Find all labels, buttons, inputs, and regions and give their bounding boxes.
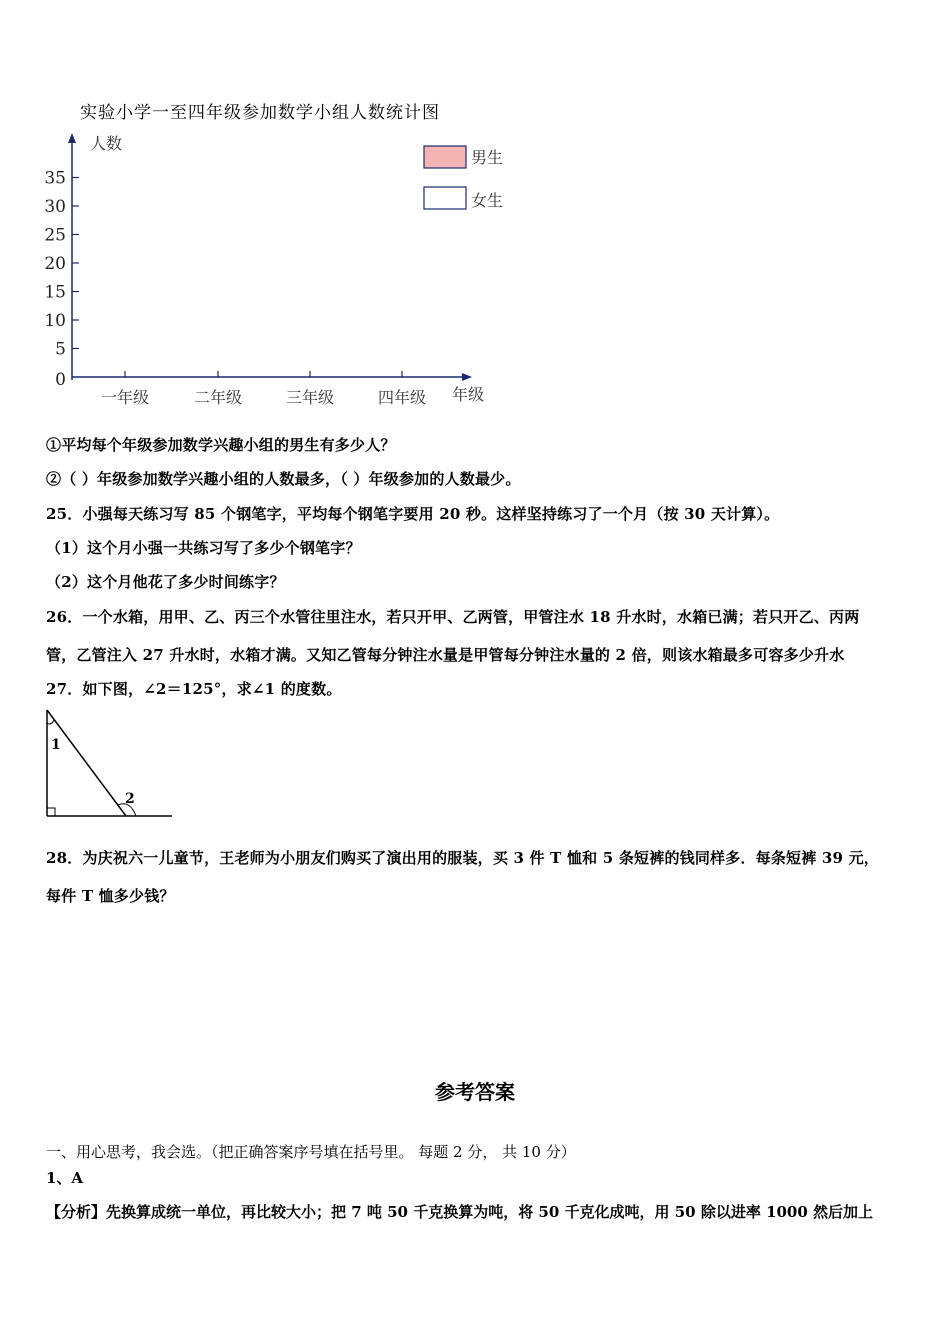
question-24-1: ①平均每个年级参加数学兴趣小组的男生有多少人？ — [46, 436, 396, 454]
angle-1-arc — [47, 720, 54, 724]
y-axis-arrow — [68, 133, 76, 143]
triangle-figure — [40, 705, 180, 825]
y-tick-label: 35 — [44, 168, 66, 189]
question-26-line2: 管，乙管注入 27 升水时，水箱才满。又知乙管每分钟注水量是甲管每分钟注水量的 2 倍，则该水箱最多可容多少升水 — [46, 646, 845, 664]
y-tick-label: 10 — [44, 311, 66, 331]
x-category-label: 四年级 — [377, 388, 427, 407]
x-category-label: 三年级 — [285, 388, 335, 407]
answer-section-1-heading: 一、用心思考，我会选。（把正确答案序号填在括号里。 每题 2 分， 共 10 分） — [46, 1143, 576, 1161]
x-category-label: 一年级 — [100, 388, 150, 407]
question-27: 27．如下图，∠2＝125°，求∠1 的度数。 — [46, 680, 342, 698]
y-tick-label: 0 — [55, 370, 66, 390]
legend-swatch-girls — [424, 187, 466, 209]
answer-analysis: 【分析】先换算成统一单位，再比较大小；把 7 吨 50 千克换算为吨，将 50 千克化成吨，用 50 除以进率 1000 然后加上 — [46, 1203, 874, 1221]
triangle-hypotenuse — [47, 710, 126, 816]
y-tick-label: 15 — [44, 282, 66, 303]
question-28-line2: 每件 T 恤多少钱？ — [46, 887, 175, 905]
x-axis-label: 年级 — [452, 385, 485, 404]
right-angle-mark — [47, 808, 55, 816]
angle-1-label: 1 — [51, 737, 61, 753]
y-tick-label: 30 — [44, 197, 66, 217]
answer-section-title: 参考答案 — [435, 1080, 515, 1104]
y-tick-label: 20 — [44, 254, 66, 274]
angle-2-label: 2 — [125, 791, 135, 807]
legend-label-boys: 男生 — [471, 148, 504, 167]
legend-label-girls: 女生 — [471, 191, 504, 210]
legend-swatch-boys — [424, 146, 466, 168]
x-category-label: 二年级 — [193, 388, 243, 407]
question-24-2: ②（ ）年级参加数学兴趣小组的人数最多，（ ）年级参加的人数最少。 — [46, 470, 521, 488]
y-tick-label: 25 — [44, 225, 66, 246]
chart-title: 实验小学一至四年级参加数学小组人数统计图 — [80, 103, 440, 123]
question-28-line1: 28．为庆祝六一儿童节，王老师为小朋友们购买了演出用的服装，买 3 件 T 恤和 5 条短裤的钱同样多．每条短裤 39 元， — [46, 849, 879, 867]
bar-chart — [30, 125, 510, 415]
question-26-line1: 26．一个水箱，用甲、乙、丙三个水管往里注水，若只开甲、乙两管，甲管注水 18 升水时，水箱已满；若只开乙、丙两 — [46, 608, 860, 626]
answer-item-1: 1、A — [46, 1169, 84, 1187]
x-axis-arrow — [462, 373, 472, 381]
question-25-2: （2）这个月他花了多少时间练字？ — [46, 573, 285, 591]
y-tick-label: 5 — [55, 339, 66, 360]
y-axis-label: 人数 — [90, 134, 123, 153]
question-25-1: （1）这个月小强一共练习写了多少个钢笔字？ — [46, 539, 361, 557]
question-25: 25．小强每天练习写 85 个钢笔字，平均每个钢笔字要用 20 秒。这样坚持练习了一个月（按 30 天计算）。 — [46, 505, 780, 523]
